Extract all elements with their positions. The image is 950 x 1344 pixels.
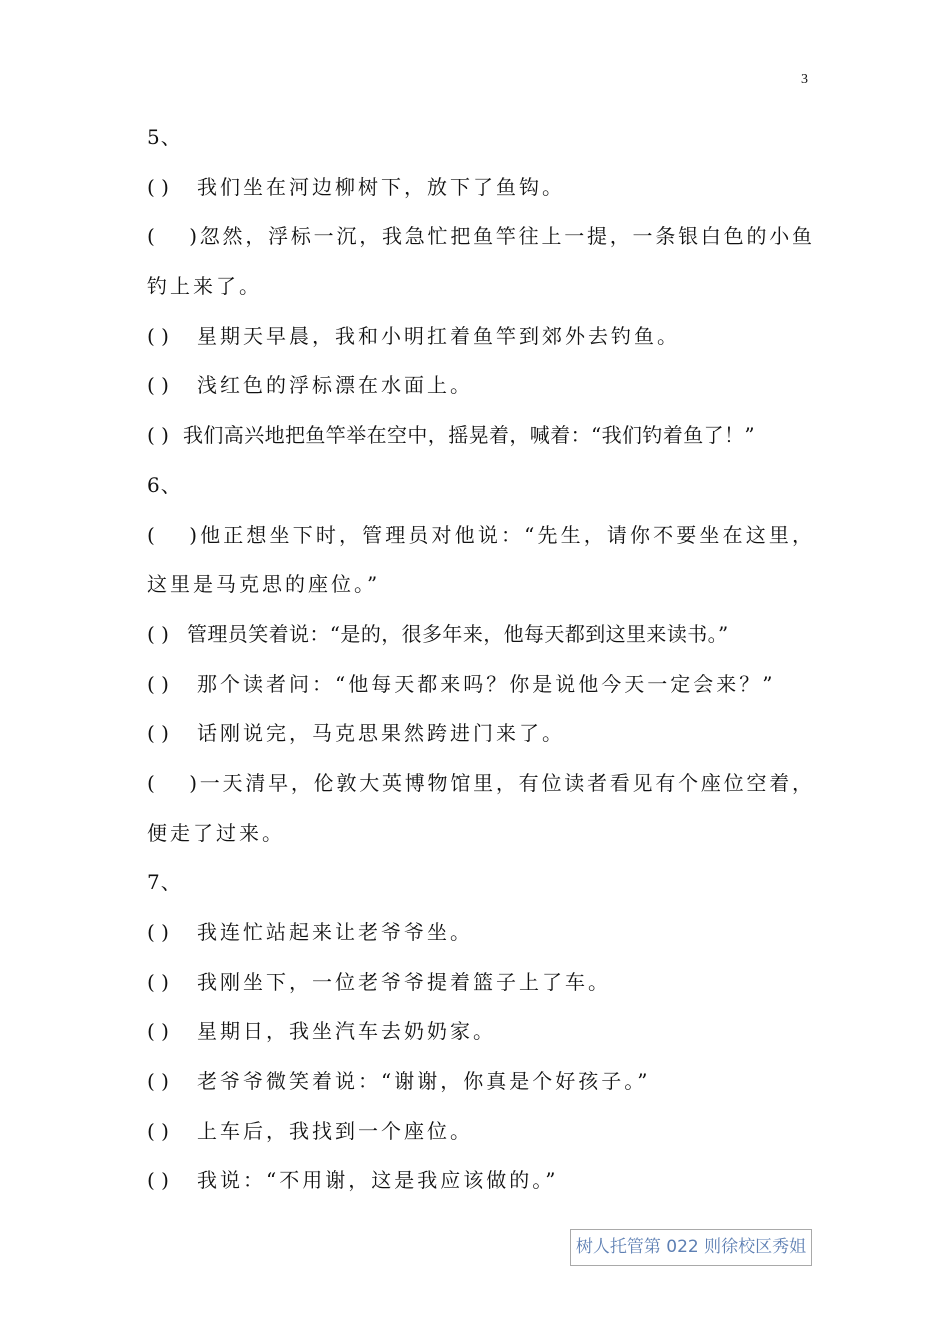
list-item: [147, 170, 812, 220]
list-item: [147, 1014, 812, 1064]
answer-blank: ( ): [147, 174, 169, 199]
sentence-text: 老爷爷微笑着说：“谢谢，你真是个好孩子。”: [197, 1069, 651, 1094]
sentence-text: 我们高兴地把鱼竿举在空中，摇晃着，喊着：“我们钓着鱼了！”: [183, 423, 756, 448]
sentence-text: 一天清早，伦敦大英博物馆里，有位读者看见有个座位空着，: [197, 770, 812, 795]
list-item: [147, 766, 812, 816]
answer-blank: ( ): [147, 969, 169, 994]
answer-blank: ( ): [147, 920, 169, 944]
sentence-text: 我连忙站起来让老爷爷坐。: [197, 920, 473, 944]
answer-blank: ( ): [147, 373, 169, 398]
list-item: [147, 716, 812, 766]
sentence-text: 他正想坐下时，管理员对他说：“先生，请你不要坐在这里，: [197, 522, 812, 547]
list-item: [147, 518, 812, 568]
list-item: [147, 915, 812, 965]
sentence-text: 星期天早晨，我和小明扛着鱼竿到郊外去钓鱼。: [197, 323, 680, 348]
sentence-text: 我们坐在河边柳树下，放下了鱼钩。: [197, 174, 565, 199]
section-label-5: 5、: [147, 125, 182, 149]
sentence-text: 我说：“不用谢，这是我应该做的。”: [197, 1168, 559, 1193]
list-item: [147, 667, 812, 717]
list-item: [147, 418, 812, 468]
sentence-text: 浅红色的浮标漂在水面上。: [197, 373, 473, 398]
sentence-text: 便走了过来。: [147, 820, 285, 845]
answer-blank: ( ): [147, 1168, 169, 1193]
document-body: [147, 120, 812, 1213]
list-item: [147, 1064, 812, 1114]
answer-blank: ( ): [147, 1118, 169, 1143]
list-item: [147, 1114, 812, 1164]
sentence-text: 管理员笑着说：“是的，很多年来，他每天都到这里来读书。”: [187, 621, 729, 646]
list-item: [147, 219, 812, 269]
sentence-text: 钓上来了。: [147, 274, 262, 299]
answer-blank: ( ): [147, 671, 169, 696]
section-label-7: 7、: [147, 870, 182, 895]
sentence-text: 那个读者问：“他每天都来吗？你是说他今天一定会来？”: [197, 671, 776, 696]
sentence-text: 上车后，我找到一个座位。: [197, 1118, 473, 1143]
answer-blank: ( ): [147, 423, 169, 448]
sentence-text: 我刚坐下，一位老爷爷提着篮子上了车。: [197, 969, 611, 994]
sentence-text: 这里是马克思的座位。”: [147, 572, 381, 597]
section-label-6: 6、: [147, 472, 182, 497]
list-item: [147, 1163, 812, 1213]
list-item: [147, 617, 812, 667]
sentence-text: 忽然，浮标一沉，我急忙把鱼竿往上一提，一条银白色的小鱼: [197, 224, 812, 249]
answer-blank: ( ): [147, 1069, 169, 1094]
sentence-text: 星期日，我坐汽车去奶奶家。: [197, 1019, 496, 1044]
list-item-continuation: [147, 269, 812, 319]
answer-blank: ( ): [147, 1019, 169, 1044]
answer-blank: ( ): [147, 323, 169, 348]
answer-blank: ( ): [147, 721, 169, 746]
answer-blank: ( ): [147, 621, 169, 646]
list-item-continuation: [147, 816, 812, 866]
sentence-text: 话刚说完，马克思果然跨进门来了。: [197, 721, 565, 746]
list-item: [147, 368, 812, 418]
answer-blank: ( ): [147, 770, 197, 795]
list-item: [147, 319, 812, 369]
list-item: [147, 965, 812, 1015]
answer-blank: ( ): [147, 522, 197, 547]
page-number: 3: [801, 72, 808, 87]
answer-blank: ( ): [147, 224, 197, 249]
watermark-stamp: 树人托管第 022 则徐校区秀姐: [570, 1229, 812, 1266]
list-item-continuation: [147, 567, 812, 617]
